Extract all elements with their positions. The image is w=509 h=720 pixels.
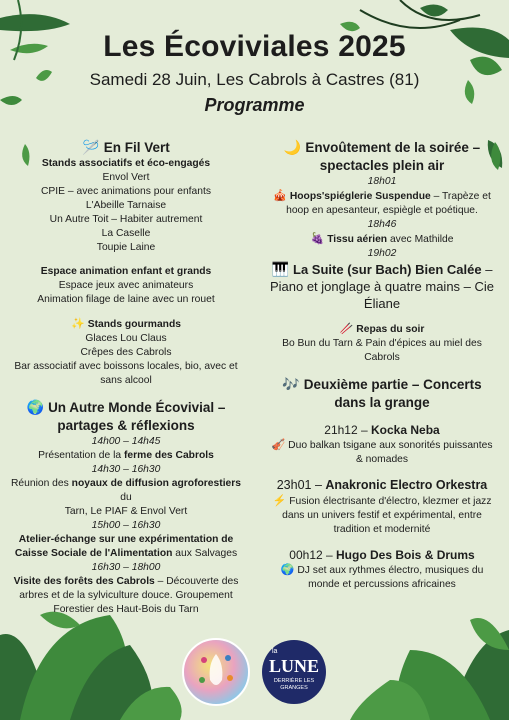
moon-icon: 🌙 bbox=[283, 139, 302, 155]
event-desc: arbres et de la sylviculture douce. Groupement bbox=[19, 590, 233, 601]
concert-desc: 🌍 DJ set aux rythmes électro, musiques du bbox=[280, 564, 484, 576]
list-item: Animation filage de laine avec un rouet bbox=[37, 294, 215, 305]
list-item: Un Autre Toit – Habiter autrement bbox=[49, 214, 203, 225]
concert-desc: tradition et modernité bbox=[333, 524, 431, 535]
left-column bbox=[10, 138, 242, 617]
list-item: Toupie Laine bbox=[96, 242, 156, 253]
section-concerts-heading: 🎶 Deuxième partie – Concerts dans la grange bbox=[282, 376, 482, 410]
grapes-icon: 🍇 bbox=[310, 233, 325, 245]
event-desc: hoop en apesanteur, espiègle et poétique. bbox=[286, 205, 478, 216]
section-envoutement-heading: 🌙 Envoûtement de la soirée – spectacles plein air bbox=[283, 139, 481, 173]
list-item: La Caselle bbox=[101, 228, 151, 239]
time-slot: 14h00 – 14h45 bbox=[91, 436, 161, 447]
time-slot: 18h01 bbox=[367, 176, 397, 187]
concert-desc: 🎻 Duo balkan tsigane aux sonorités puissantes bbox=[271, 439, 493, 451]
list-item: sans alcool bbox=[100, 375, 152, 386]
ecoviviales-logo bbox=[182, 638, 250, 706]
globe-icon: 🌍 bbox=[26, 399, 45, 415]
section-autre-monde-heading: 🌍 Un Autre Monde Écovivial – partages & réflexions bbox=[26, 399, 226, 433]
stands-gourmands-heading: ✨ Stands gourmands bbox=[71, 318, 181, 330]
event-desc: Présentation de la ferme des Cabrols bbox=[38, 450, 214, 461]
event-desc: Bo Bun du Tarn & Pain d'épices au miel des bbox=[282, 338, 482, 349]
needle-thread-icon: 🪡 bbox=[82, 139, 100, 155]
espace-animation-heading: Espace animation enfant et grands bbox=[40, 266, 212, 277]
right-column bbox=[262, 138, 502, 592]
time-slot: 14h30 – 16h30 bbox=[91, 464, 161, 475]
violin-icon: 🎻 bbox=[271, 439, 286, 451]
circus-icon: 🎪 bbox=[273, 190, 287, 202]
leaves-bottom-right bbox=[330, 610, 509, 720]
event-date-location: Samedi 28 Juin, Les Cabrols à Castres (81) bbox=[89, 70, 420, 89]
event-desc: 🎪 Hoops'spiéglerie Suspendue – Trapèze et bbox=[273, 190, 491, 202]
concert-desc: ⚡ Fusion électrisante d'électro, klezmer et jazz bbox=[272, 495, 492, 507]
event-desc: Caisse Sociale de l'Alimentation aux Salvages bbox=[14, 548, 238, 559]
event-desc: Réunion des noyaux de diffusion agroforestiers du bbox=[10, 478, 242, 503]
event-desc: Forestier des Haut-Bois du Tarn bbox=[53, 604, 199, 615]
list-item: CPIE – avec animations pour enfants bbox=[41, 186, 211, 197]
section-en-fil-vert-heading: 🪡 En Fil Vert bbox=[82, 139, 170, 155]
event-desc: Tarn, Le PIAF & Envol Vert bbox=[64, 506, 188, 517]
time-slot: 18h46 bbox=[367, 219, 397, 230]
concert-title: 23h01 – Anakronic Electro Orkestra bbox=[276, 478, 488, 492]
lune-logo-big: LUNE bbox=[268, 656, 319, 676]
piano-icon: 🎹 bbox=[271, 261, 290, 277]
music-notes-icon: 🎶 bbox=[282, 376, 300, 392]
sparkle-icon: ✨ bbox=[71, 318, 85, 330]
concert-title: 00h12 – Hugo Des Bois & Drums bbox=[289, 548, 475, 562]
concert-desc: monde et percussions africaines bbox=[308, 579, 456, 590]
lightning-icon: ⚡ bbox=[272, 495, 287, 507]
concert-desc: & nomades bbox=[355, 454, 409, 465]
event-desc: Cabrols bbox=[364, 352, 400, 363]
list-item: Bar associatif avec boissons locales, bio, avec et bbox=[14, 361, 238, 372]
programme-heading: Programme bbox=[204, 95, 305, 115]
list-item: Glaces Lou Claus bbox=[85, 333, 167, 344]
concert-title: 21h12 – Kocka Neba bbox=[324, 423, 440, 437]
lune-logo-bottom: DERRIÈRE LES GRANGES bbox=[273, 678, 315, 691]
time-slot: 16h30 – 18h00 bbox=[91, 562, 161, 573]
list-item: Envol Vert bbox=[102, 172, 150, 183]
chopsticks-icon: 🥢 bbox=[339, 323, 354, 335]
time-slot: 15h00 – 16h30 bbox=[91, 520, 161, 531]
list-item: Espace jeux avec animateurs bbox=[58, 280, 194, 291]
lune-logo bbox=[262, 640, 326, 704]
lune-logo-small: la bbox=[272, 648, 278, 655]
time-slot: 19h02 bbox=[367, 248, 397, 259]
concert-desc: dans un univers festif et expérimental, entre bbox=[282, 510, 482, 521]
page-title: Les Écoviviales 2025 bbox=[103, 30, 406, 63]
stands-associatifs-heading: Stands associatifs et éco-engagés bbox=[41, 158, 211, 169]
globe-icon: 🌍 bbox=[280, 564, 295, 576]
event-desc: 🍇 Tissu aérien avec Mathilde bbox=[310, 233, 454, 245]
repas-heading: 🥢 Repas du soir bbox=[339, 323, 425, 335]
items1-list bbox=[10, 171, 242, 255]
list-item: L'Abeille Tarnaise bbox=[85, 200, 167, 211]
event-desc-large: 🎹 La Suite (sur Bach) Bien Calée – Piano et jonglage à quatre mains – Cie Éliane bbox=[269, 261, 495, 311]
list-item: Crêpes des Cabrols bbox=[80, 347, 172, 358]
event-desc: Atelier-échange sur une expérimentation de bbox=[18, 534, 234, 545]
event-desc: Visite des forêts des Cabrols – Découverte des bbox=[13, 576, 239, 587]
